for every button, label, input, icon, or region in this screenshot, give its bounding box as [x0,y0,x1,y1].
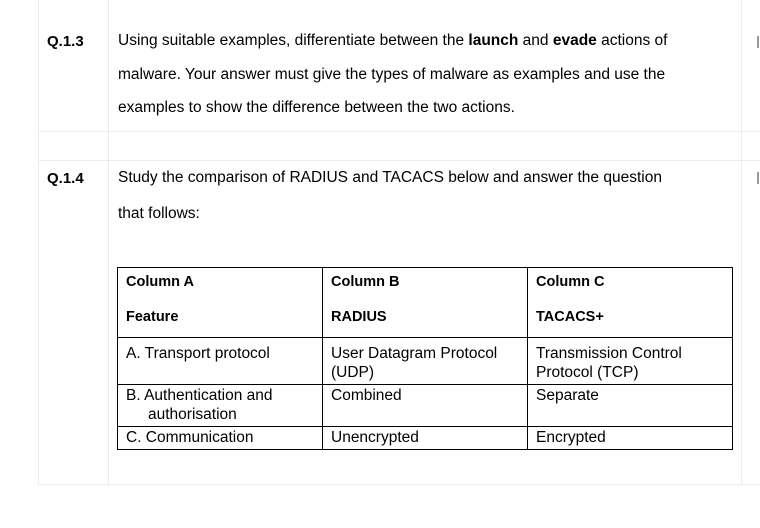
grid-line [741,0,742,485]
grid-line [108,0,109,485]
question-keyword: launch [468,32,519,49]
question-text-line: that follows: [118,205,200,222]
table-row [118,338,733,385]
grid-line [38,0,39,485]
question-number: Q.1.4 [47,170,84,187]
grid-line [38,160,760,161]
column-subheader: Feature [118,298,323,338]
question-text: and [518,32,553,49]
table-cell: Encrypted [528,427,733,450]
column-header: Column C [528,268,733,299]
table-subheader-row [118,298,733,338]
column-subheader: TACACS+ [528,298,733,338]
table-header-row [118,268,733,299]
grid-line [38,484,760,485]
table-cell: Unencrypted [323,427,528,450]
table-cell [118,385,323,427]
table-cell: Separate [528,385,733,427]
feature-label: A. Transport protocol [126,345,270,362]
column-header: Column B [323,268,528,299]
table-row [118,385,733,427]
comparison-table [117,267,733,450]
table-cell [118,338,323,385]
question-text: Using suitable examples, differentiate between the [118,32,469,49]
feature-label: C. Communication [126,429,254,446]
table-cell: User Datagram Protocol (UDP) [323,338,528,385]
question-text-line: Study the comparison of RADIUS and TACACS below and answer the question [118,169,662,186]
feature-label: B. Authentication and authorisation [126,387,273,423]
column-header: Column A [118,268,323,299]
question-number: Q.1.3 [47,33,84,50]
question-text-line [118,32,667,50]
question-text-line: malware. Your answer must give the types of malware as examples and use the [118,66,666,83]
grid-line [38,131,760,132]
column-subheader: RADIUS [323,298,528,338]
question-text-line: examples to show the difference between the two actions. [118,99,515,116]
question-text: actions of [596,32,668,49]
table-row [118,427,733,450]
margin-marker [757,36,759,48]
table-cell: Transmission Control Protocol (TCP) [528,338,733,385]
margin-marker [757,172,759,184]
question-keyword: evade [552,32,597,49]
table-cell: Combined [323,385,528,427]
table-cell [118,427,323,450]
